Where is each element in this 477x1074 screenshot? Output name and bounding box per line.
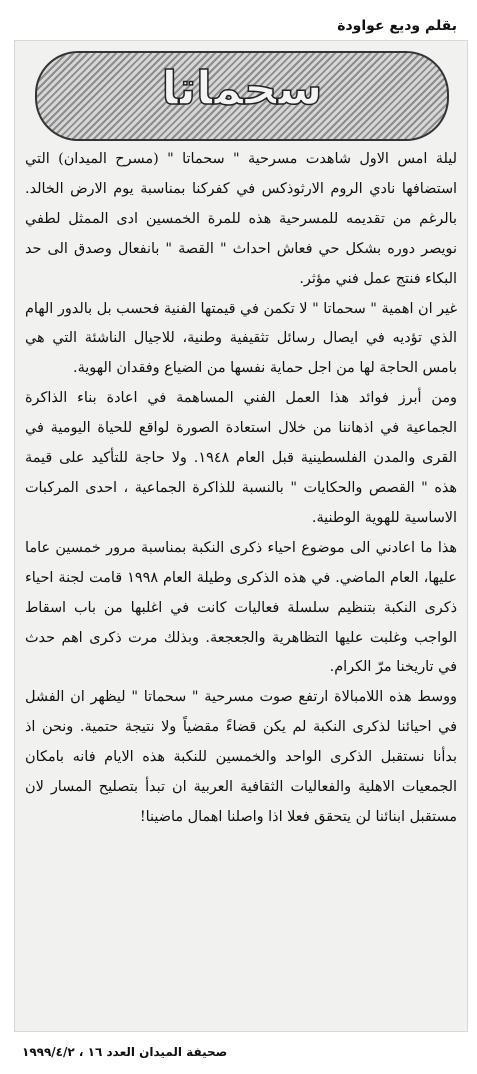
byline: بقلم وديع عواودة bbox=[337, 18, 457, 34]
headline-banner bbox=[35, 51, 449, 141]
paragraph: ووسط هذه اللامبالاة ارتفع صوت مسرحية " سحماتا " ليظهر ان الفشل في احيائنا لذكرى النكبة لم يكن قضاءً مقضياً ولا نتيجة حتمية. ونحن اذ بدأنا نستقبل الذكرى الواحد والخمسين للنكبة هذه الايام فانه بامكان الجمعيات الاهلية والفعاليات الثقافية العربية ان تبدأ بتصليح المسار لان مستقبل ابنائنا لن يتحقق فعلا اذا واصلنا اهمال ماضينا! bbox=[25, 689, 457, 825]
paragraph: ومن أبرز فوائد هذا العمل الفني المساهمة في اعادة بناء الذاكرة الجماعية في اذهاننا من خلال استعادة الصورة لواقع للحياة اليومية في القرى والمدن الفلسطينية قبل العام ١٩٤٨. ولا حاجة للتأكيد على قيمة هذه " القصص والحكايات " بالنسبة للذاكرة الجماعية ، احدى المركبات الاساسية للهوية الوطنية. bbox=[25, 390, 457, 526]
paragraph: غير ان اهمية " سحماتا " لا تكمن في قيمتها الفنية فحسب بل بالدور الهام الذي تؤديه في ايصال رسائل تثقيفية وطنية، للاجيال الناشئة التي هي بامس الحاجة لها من اجل حماية نفسها من الضياع وفقدان الهوية. bbox=[25, 300, 457, 377]
headline: سحماتا bbox=[161, 61, 323, 115]
paragraph: ليلة امس الاول شاهدت مسرحية " سحماتا " (مسرح الميدان) التي استضافها نادي الروم الارثوذكس في كفركنا بمناسبة يوم الارض الخالد. بالرغم من تقديمه للمسرحية هذه للمرة الخمسين ادى الممثل لطفي نويصر دوره بشكل حي فعاش احداث " القصة " بانفعال وصدق الى حد البكاء فنتج عمل فني مؤثر. bbox=[25, 151, 457, 287]
source-citation: صحيفة الميدان العدد ١٦ ، ١٩٩٩/٤/٢ bbox=[22, 1045, 228, 1059]
article-body bbox=[25, 145, 457, 833]
newspaper-clipping bbox=[14, 40, 468, 1032]
paragraph: هذا ما اعادني الى موضوع احياء ذكرى النكبة بمناسبة مرور خمسين عاما عليها، العام الماضي. في هذه الذكرى وطيلة العام ١٩٩٨ قامت لجنة احياء ذكرى النكبة بتنظيم سلسلة فعاليات كانت في اغلبها من باب اسقاط الواجب وغلبت عليها التظاهرية والجعجعة. وبذلك مرت ذكرى اهم حدث في تاريخنا مرّ الكرام. bbox=[25, 539, 457, 676]
